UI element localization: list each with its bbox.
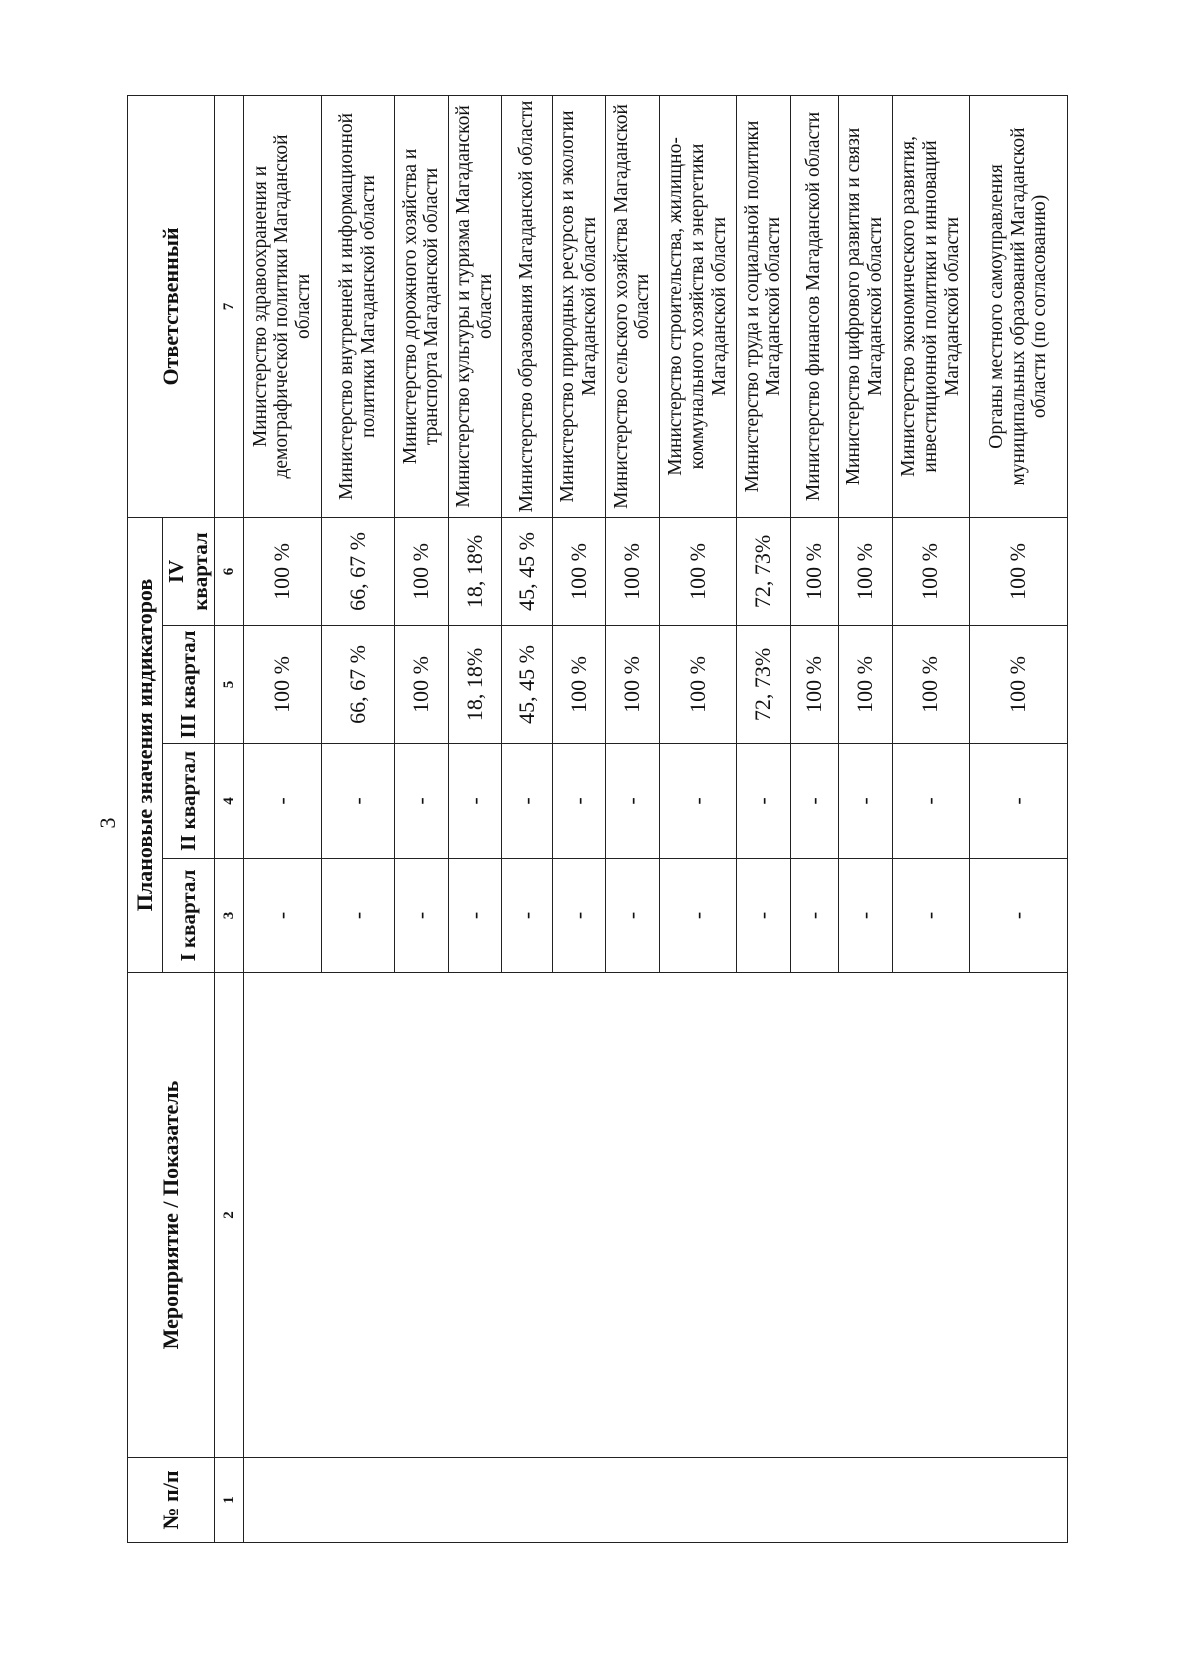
- responsible-cell: Министерство финансов Магаданской области: [790, 95, 838, 517]
- responsible-cell: Министерство природных ресурсов и экологии Магаданской области: [552, 95, 605, 517]
- responsible-cell: Министерство образования Магаданской области: [502, 95, 553, 517]
- responsible-cell: Министерство труда и социальной политики Магаданской области: [737, 95, 790, 517]
- responsible-cell: Органы местного самоуправления муниципальных образований Магаданской области (по согласованию): [969, 95, 1067, 517]
- column-number: 7: [215, 95, 244, 517]
- q3-value: 45, 45 %: [502, 626, 553, 744]
- q1-value: -: [321, 859, 395, 973]
- q3-value: 100 %: [606, 626, 659, 744]
- header-q4: IV квартал: [163, 517, 215, 625]
- q2-value: -: [321, 744, 395, 859]
- header-responsible: Ответственный: [128, 95, 215, 517]
- q2-value: -: [395, 744, 448, 859]
- responsible-cell: Министерство экономического развития, инвестиционной политики и инноваций Магаданской области: [892, 95, 969, 517]
- q4-value: 100 %: [790, 517, 838, 625]
- q2-value: -: [790, 744, 838, 859]
- q4-value: 18, 18%: [448, 517, 501, 625]
- q2-value: -: [606, 744, 659, 859]
- column-number: 5: [215, 626, 244, 744]
- q3-value: 72, 73%: [737, 626, 790, 744]
- q2-value: -: [448, 744, 501, 859]
- q2-value: -: [737, 744, 790, 859]
- q1-value: -: [244, 859, 321, 973]
- q1-value: -: [737, 859, 790, 973]
- q4-value: 72, 73%: [737, 517, 790, 625]
- indicator-table-sheet: [127, 96, 1068, 1543]
- q4-value: 100 %: [606, 517, 659, 625]
- column-number: 6: [215, 517, 244, 625]
- event-cell: [244, 973, 1068, 1458]
- q1-value: -: [395, 859, 448, 973]
- responsible-cell: Министерство внутренней и информационной политики Магаданской области: [321, 95, 395, 517]
- responsible-cell: Министерство сельского хозяйства Магаданской области: [606, 95, 659, 517]
- q1-value: -: [552, 859, 605, 973]
- q2-value: -: [552, 744, 605, 859]
- q4-value: 100 %: [395, 517, 448, 625]
- q3-value: 100 %: [552, 626, 605, 744]
- q1-value: -: [606, 859, 659, 973]
- q4-value: 66, 67 %: [321, 517, 395, 625]
- responsible-cell: Министерство культуры и туризма Магаданской области: [448, 95, 501, 517]
- table-row: [244, 95, 321, 1542]
- responsible-cell: Министерство цифрового развития и связи Магаданской области: [839, 95, 892, 517]
- page-number: 3: [95, 817, 120, 829]
- q1-value: -: [790, 859, 838, 973]
- header-q1: I квартал: [163, 859, 215, 973]
- q3-value: 100 %: [969, 626, 1067, 744]
- q3-value: 100 %: [395, 626, 448, 744]
- q4-value: 100 %: [839, 517, 892, 625]
- column-number: 4: [215, 744, 244, 859]
- column-number: 2: [215, 973, 244, 1458]
- responsible-cell: Министерство дорожного хозяйства и транспорта Магаданской области: [395, 95, 448, 517]
- row-number-cell: [244, 1458, 1068, 1543]
- q2-value: -: [969, 744, 1067, 859]
- responsible-cell: Министерство здравоохранения и демографической политики Магаданской области: [244, 95, 321, 517]
- q1-value: -: [502, 859, 553, 973]
- q3-value: 100 %: [892, 626, 969, 744]
- q4-value: 100 %: [244, 517, 321, 625]
- q1-value: -: [448, 859, 501, 973]
- header-q3: III квартал: [163, 626, 215, 744]
- q4-value: 100 %: [892, 517, 969, 625]
- q2-value: -: [244, 744, 321, 859]
- q3-value: 100 %: [790, 626, 838, 744]
- q2-value: -: [659, 744, 736, 859]
- column-number: 3: [215, 859, 244, 973]
- q1-value: -: [659, 859, 736, 973]
- responsible-cell: Министерство строительства, жилищно-коммунального хозяйства и энергетики Магаданской области: [659, 95, 736, 517]
- header-row-top: [128, 95, 163, 1542]
- q1-value: -: [892, 859, 969, 973]
- q3-value: 66, 67 %: [321, 626, 395, 744]
- table-body: [244, 95, 1068, 1542]
- header-no: № п/п: [128, 1458, 215, 1543]
- q2-value: -: [892, 744, 969, 859]
- q2-value: -: [502, 744, 553, 859]
- header-planned-values: Плановые значения индикаторов: [128, 517, 163, 972]
- q1-value: -: [969, 859, 1067, 973]
- column-number: 1: [215, 1458, 244, 1543]
- q4-value: 100 %: [969, 517, 1067, 625]
- q3-value: 100 %: [839, 626, 892, 744]
- q3-value: 18, 18%: [448, 626, 501, 744]
- q2-value: -: [839, 744, 892, 859]
- q1-value: -: [839, 859, 892, 973]
- q4-value: 100 %: [659, 517, 736, 625]
- column-number-row: [215, 95, 244, 1542]
- q3-value: 100 %: [244, 626, 321, 744]
- q4-value: 100 %: [552, 517, 605, 625]
- header-event: Мероприятие / Показатель: [128, 973, 215, 1458]
- q3-value: 100 %: [659, 626, 736, 744]
- indicator-table: [127, 95, 1068, 1543]
- q4-value: 45, 45 %: [502, 517, 553, 625]
- header-q2: II квартал: [163, 744, 215, 859]
